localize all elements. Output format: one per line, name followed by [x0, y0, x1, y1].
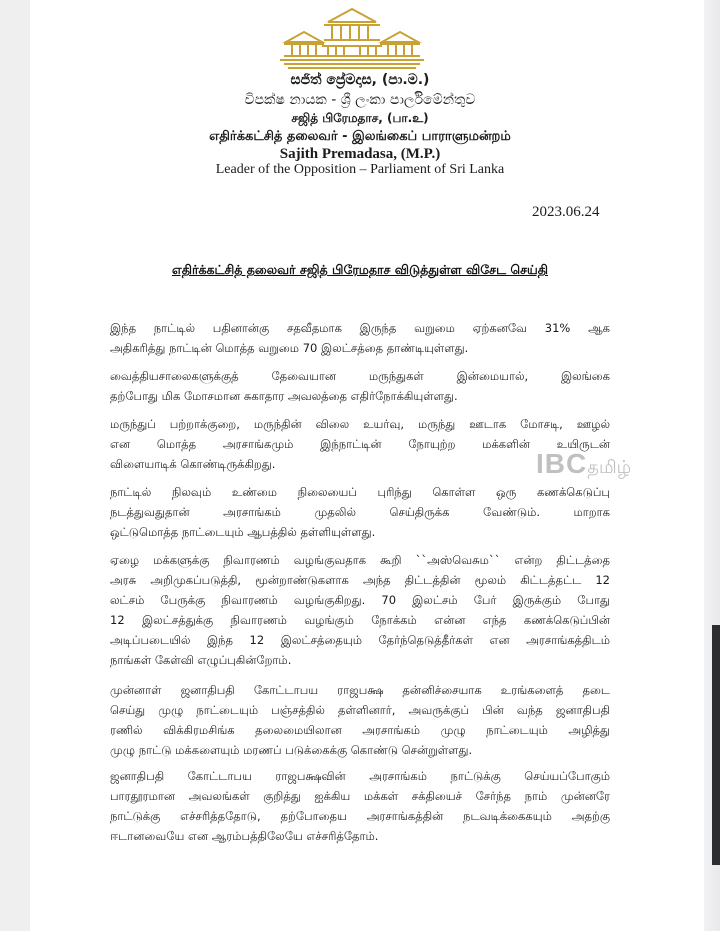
- paragraph-line: செய்து முழு நாட்டையும் பஞ்சத்தில் தள்ளினார், அவருக்குப் பின் வந்த ஜனாதிபதி: [110, 703, 610, 717]
- paragraph-line: அதிகரித்து நாட்டின் மொத்த வறுமை 70 இலட்சத்தை தாண்டியுள்ளது.: [110, 341, 469, 355]
- paragraph-4: [110, 482, 610, 542]
- letterhead-sinhala-title: විපක්ෂ නායක - ශ්‍රී ලංකා පාර්ලිමේන්තුව: [244, 92, 476, 108]
- ibc-tamil-watermark: [536, 448, 631, 480]
- letterhead-tamil-title: எதிர்க்கட்சித் தலைவர் - இலங்கைப் பாராளுமன்றம்: [209, 129, 511, 144]
- paragraph-line: என மொத்த அரசாங்கமும் இந்நாட்டின் நோயுற்ற மக்களின் உயிருடன்: [110, 437, 610, 451]
- paragraph-5: [110, 550, 610, 670]
- paragraph-line: நாட்டுக்கு எச்சரித்ததோடு, தற்போதைய அரசாங்கத்தின் நடவடிக்கைகயும் அதற்கு: [110, 809, 610, 823]
- paragraph-line: நாங்கள் கேள்வி எழுப்புகின்றோம்.: [110, 653, 292, 667]
- letterhead-tamil-name: சஜித் பிரேமதாச, (பா.உ): [291, 111, 429, 125]
- paragraph-line: தற்போது மிக மோசமான சுகாதார அவலத்தை எதிர்நோக்கியுள்ளது.: [110, 389, 458, 403]
- paragraph-line: முன்னாள் ஜனாதிபதி கோட்டாபய ராஜபக்ஷ தன்னிச்சையாக உரங்களைத் தடை: [110, 683, 610, 697]
- paragraph-line: பாரதூரமான அவலங்கள் குறித்து ஐக்கிய மக்கள் சக்தியைச் சேர்ந்த நாம் முன்னரே: [110, 789, 610, 803]
- paragraph-line: முழு நாட்டு மக்களையும் மரணப் படுக்கைக்கு கொண்டு சென்றுள்ளது.: [110, 743, 473, 757]
- paragraph-line: ஈடானவையே என ஆரம்பத்திலேயே எச்சரித்தோம்.: [110, 829, 379, 843]
- paragraph-line: இந்த நாட்டில் பதினான்கு சதவீதமாக இருந்த வறுமை ஏற்கனவே 31% ஆக: [110, 321, 610, 335]
- paragraph-line: லட்சம் பேருக்கு நிவாரணம் வழங்குகிறது. 70 இலட்சம் பேர் இருக்கும் போது: [110, 593, 610, 607]
- paragraph-line: நாட்டில் நிலவும் உண்மை நிலையைப் புரிந்து கொள்ள ஒரு கணக்கெடுப்பு: [110, 485, 610, 499]
- paragraph-2: [110, 366, 610, 406]
- paragraph-line: நடத்துவதுதான் அரசாங்கம் முதலில் செய்திருக்க வேண்டும். மாறாக: [110, 505, 610, 519]
- paragraph-line: மருந்துப் பற்றாக்குறை, மருந்தின் விலை உயர்வு, மருந்து ஊடாக மோசடி, ஊழல்: [110, 417, 610, 431]
- letterhead-english-title: Leader of the Opposition – Parliament of Sri Lanka: [215, 162, 505, 177]
- letterhead-sinhala-name: සජිත් ප්‍රේමදාස, (පා.ම.): [290, 72, 430, 88]
- letterhead-english-name: Sajith Premadasa, (M.P.): [279, 146, 441, 162]
- press-release-headline: எதிர்க்கட்சித் தலைவர் சஜித் பிரேமதாச விடுத்துள்ள விசேட செய்தி: [171, 262, 548, 277]
- paragraph-1: [110, 318, 610, 358]
- paragraph-line: விளையாடிக் கொண்டிருக்கிறது.: [110, 457, 276, 471]
- watermark-suffix: தமிழ்: [587, 457, 632, 477]
- paragraph-line: 12 இலட்சத்துக்கு நிவாரணம் வழங்கும் நோக்கம் என்ன எந்த கணக்கெடுப்பின்: [110, 613, 610, 627]
- paragraph-line: அடிப்படையில் இந்த 12 இலட்சத்தையும் தேர்ந்தெடுத்தீர்கள் என அரசாங்கத்திடம்: [110, 633, 610, 647]
- paragraph-line: ஜனாதிபதி கோட்டாபய ராஜபக்ஷவின் அரசாங்கம் நாட்டுக்கு செய்யப்போகும்: [110, 769, 610, 783]
- paragraph-line: ரணில் விக்கிரமசிங்க தலைமையிலான அரசாங்கம் முழு நாட்டையும் அழித்து: [110, 723, 610, 737]
- paragraph-line: ஏழை மக்களுக்கு நிவாரணம் வழங்குவதாக கூறி ``அஸ்வெசும`` என்ற திட்டத்தை: [110, 553, 610, 567]
- parliament-building-icon: [278, 6, 426, 70]
- watermark-brand: IBC: [536, 448, 588, 479]
- paragraph-6: [110, 680, 610, 760]
- paragraph-line: அரசு அறிமுகப்படுத்தி, மூன்றாண்டுகளாக அந்த திட்டத்தின் மூலம் கிட்டத்தட்ட 12: [110, 573, 610, 587]
- document-date: 2023.06.24: [532, 204, 600, 220]
- paragraph-line: வைத்தியசாலைகளுக்குத் தேவையான மருந்துகள் இன்மையால், இலங்கை: [110, 369, 610, 383]
- edge-bar: [712, 625, 720, 865]
- paragraph-line: ஒட்டுமொத்த நாட்டையும் ஆபத்தில் தள்ளியுள்ளது.: [110, 525, 376, 539]
- paragraph-7: [110, 766, 610, 846]
- paragraph-3: [110, 414, 610, 474]
